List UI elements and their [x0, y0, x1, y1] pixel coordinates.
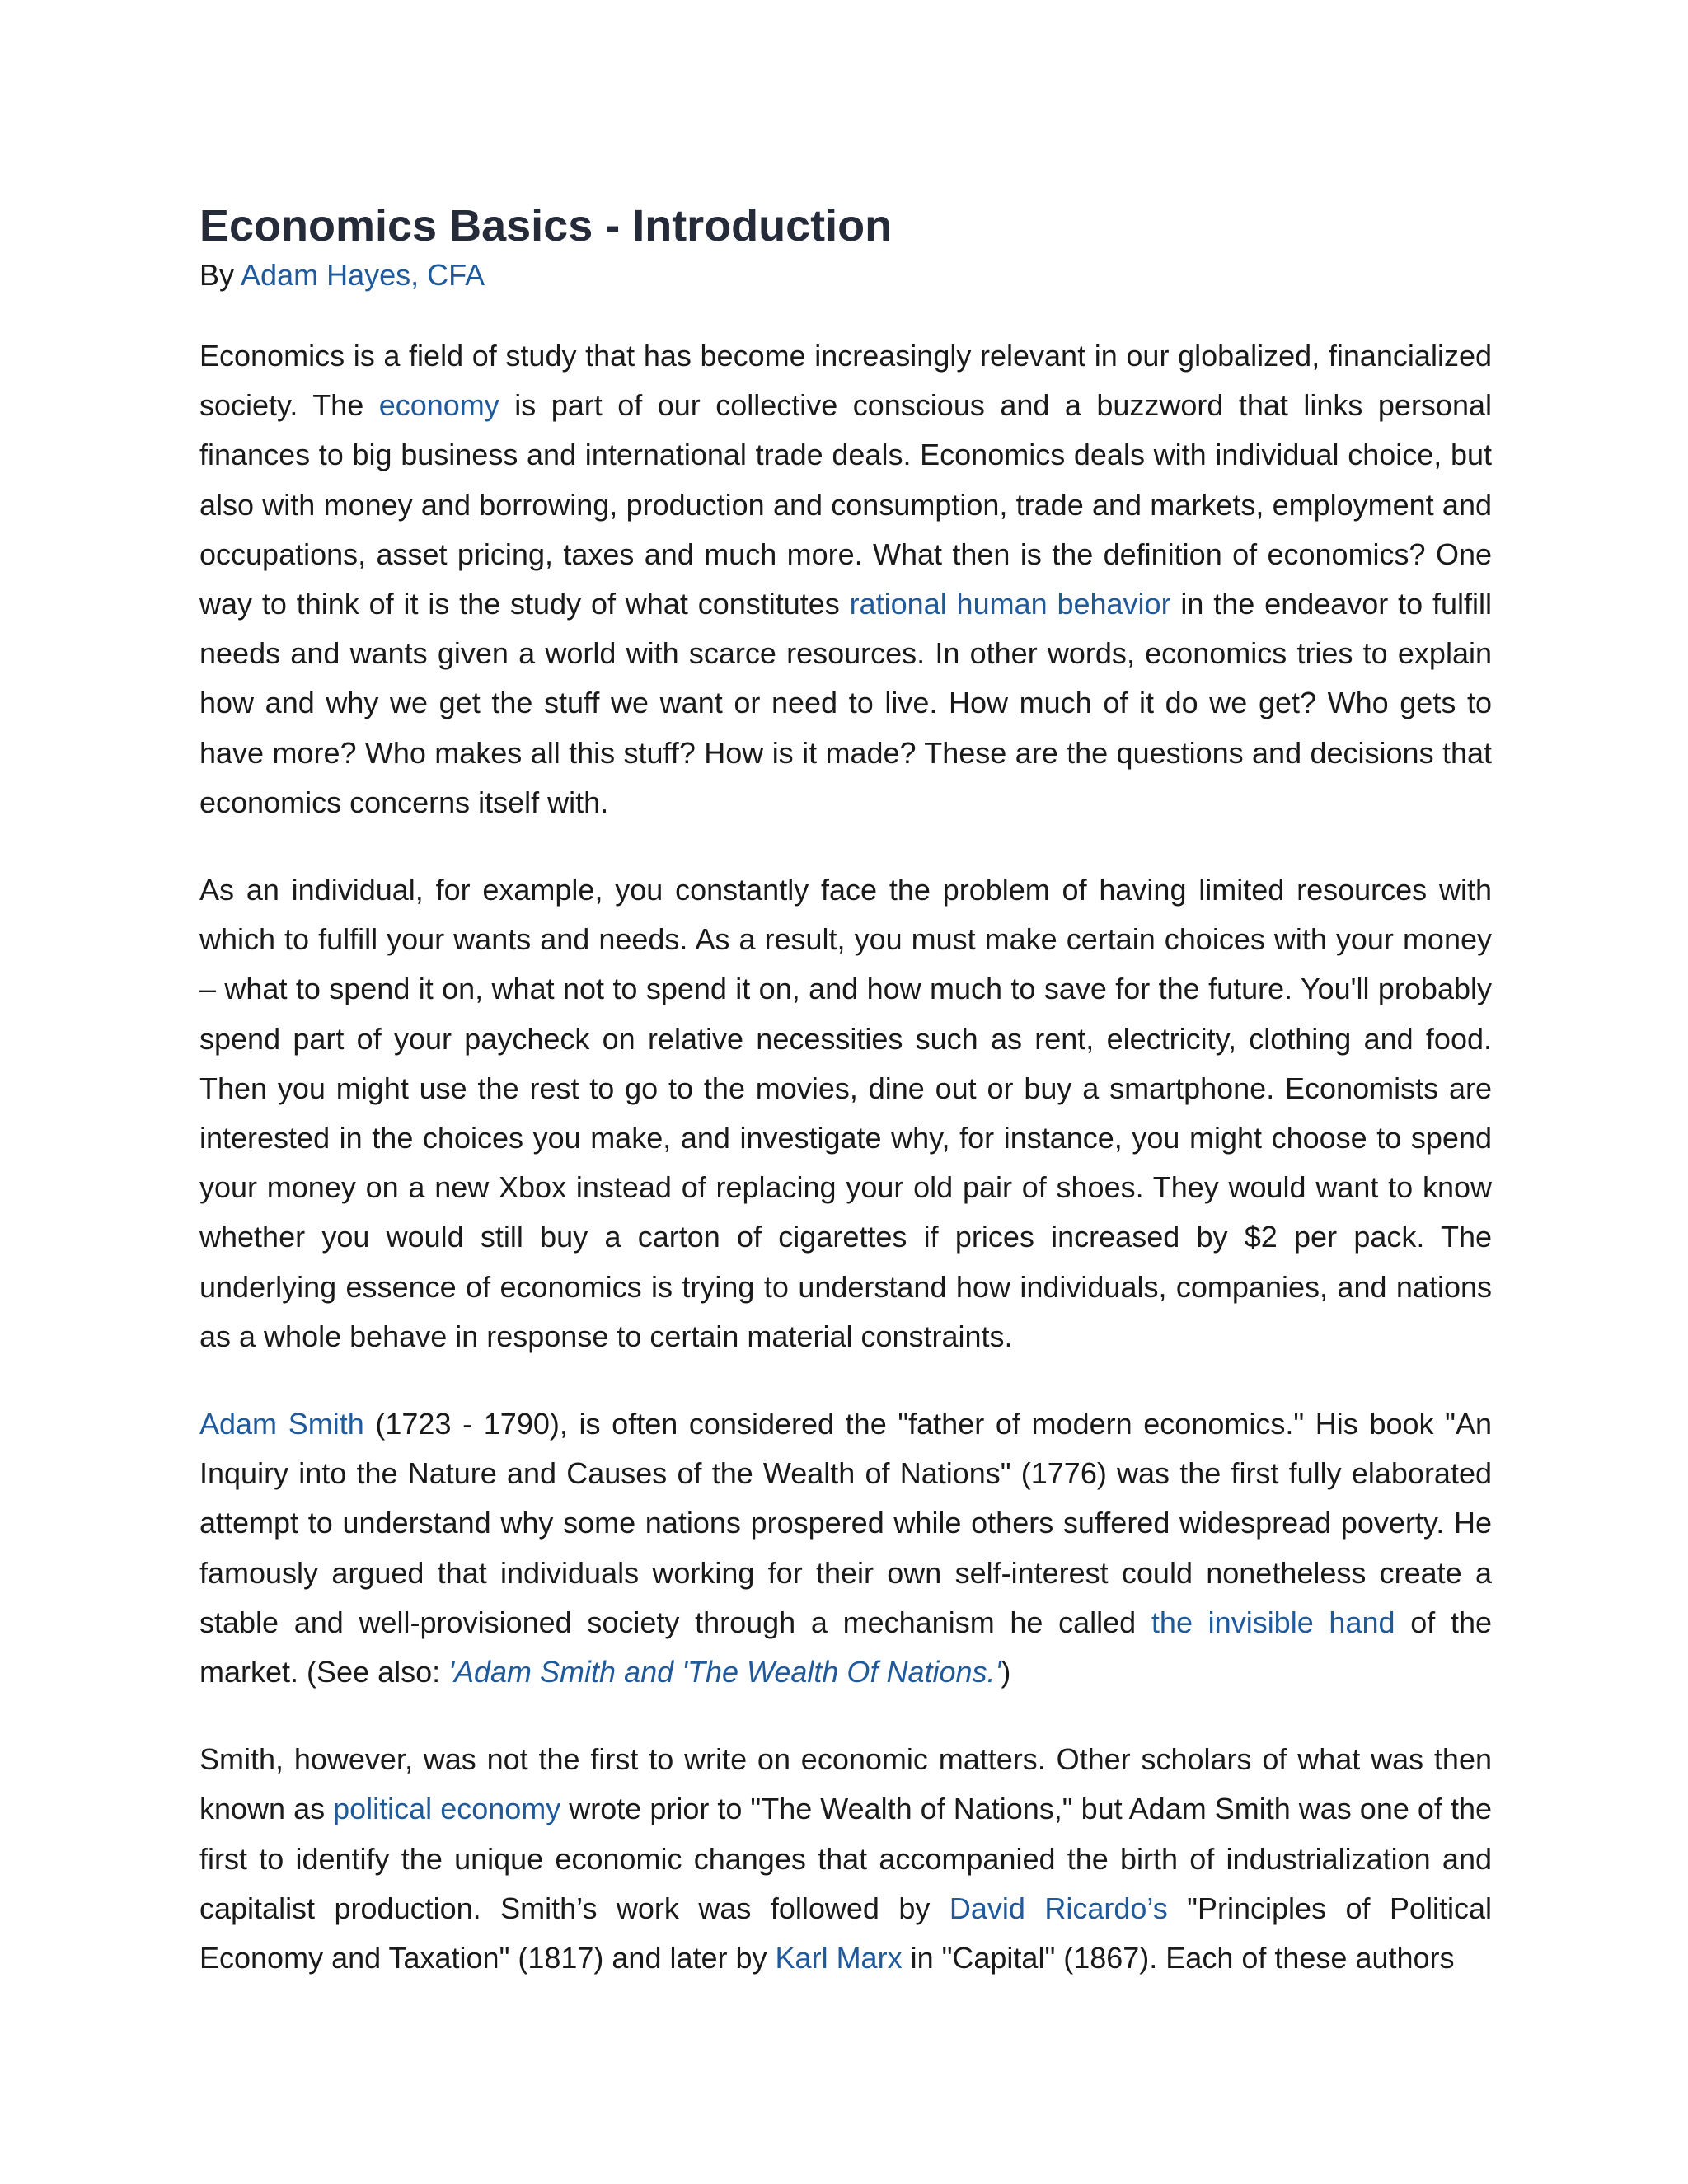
karl-marx-link[interactable]: Karl Marx — [775, 1941, 903, 1975]
text-run: Economics is a field of study that has become increasingly relevant in our globalized, financialized society. The — [199, 339, 1492, 423]
text-run: Smith, however, was not the first to write on economic matters. Other scholars of what was then known as — [199, 1742, 1492, 1826]
rational-human-behavior-link[interactable]: rational human behavior — [849, 587, 1171, 621]
text-run: of the market. (See also: — [199, 1605, 1493, 1690]
text-run: (1723 - 1790), is often considered the "father of modern economics." His book "An Inquiry into the Nature and Causes of the Wealth of Nations" (1776) was the first fully elaborated attempt to understand why some nations prospered while others suffered widespread poverty. He famously argued that individuals working for their own self-interest could nonetheless create a stable and well-provisioned society through a mechanism he called — [199, 1407, 1492, 1639]
paragraph-individual — [199, 865, 1492, 1361]
document-page — [199, 198, 1492, 1983]
paragraph-adam-smith — [199, 1399, 1492, 1697]
text-run: in "Capital" (1867). Each of these authors — [902, 1941, 1455, 1975]
paragraph-intro — [199, 331, 1492, 827]
author-link[interactable]: Adam Hayes, CFA — [241, 258, 485, 292]
paragraph-other-scholars — [199, 1735, 1492, 1983]
text-run: in the endeavor to fulfill needs and wants given a world with scarce resources. In other words, economics tries to explain how and why we get the stuff we want or need to live. How much of it do we get? Who gets to have more? Who makes all this stuff? How is it made? These are the questions and decisions that economics concerns itself with. — [199, 587, 1493, 819]
david-ricardo-link[interactable]: David Ricardo’s — [949, 1891, 1168, 1925]
text-run: "Principles of Political Economy and Taxation" (1817) and later by — [199, 1891, 1492, 1975]
political-economy-link[interactable]: political economy — [333, 1792, 561, 1826]
byline — [199, 254, 1492, 297]
invisible-hand-link[interactable]: the invisible hand — [1151, 1605, 1395, 1639]
text-run: wrote prior to "The Wealth of Nations," but Adam Smith was one of the first to identify the unique economic changes that accompanied the birth of industrialization and capitalist production. Smith’s work was followed by — [199, 1792, 1492, 1925]
text-run: As an individual, for example, you constantly face the problem of having limited resources with which to fulfill your wants and needs. As a result, you must make certain choices with your money – what to spend it on, what not to spend it on, and how much to save for the future. You'll probably spend part of your paycheck on relative necessities such as rent, electricity, clothing and food. Then you might use the rest to go to the movies, dine out or buy a smartphone. Economists are interested in the choices you make, and investigate why, for instance, you might choose to spend your money on a new Xbox instead of replacing your old pair of shoes. They would want to know whether you would still buy a carton of cigarettes if prices increased by $2 per pack. The underlying essence of economics is trying to understand how individuals, companies, and nations as a whole behave in response to certain material constraints. — [199, 873, 1492, 1353]
adam-smith-link[interactable]: Adam Smith — [199, 1407, 364, 1441]
text-run: ) — [1001, 1655, 1011, 1690]
text-run: is part of our collective conscious and a buzzword that links personal finances to big business and international trade deals. Economics deals with individual choice, but also with money and borrowing, production and consumption, trade and markets, employment and occupations, asset pricing, taxes and much more. What then is the definition of economics? One way to think of it is the study of what constitutes — [199, 388, 1492, 621]
byline-prefix: By — [199, 258, 241, 292]
economy-link[interactable]: economy — [378, 388, 499, 423]
wealth-of-nations-link[interactable]: 'Adam Smith and 'The Wealth Of Nations.' — [448, 1655, 1001, 1690]
page-title: Economics Basics - Introduction — [199, 201, 893, 251]
